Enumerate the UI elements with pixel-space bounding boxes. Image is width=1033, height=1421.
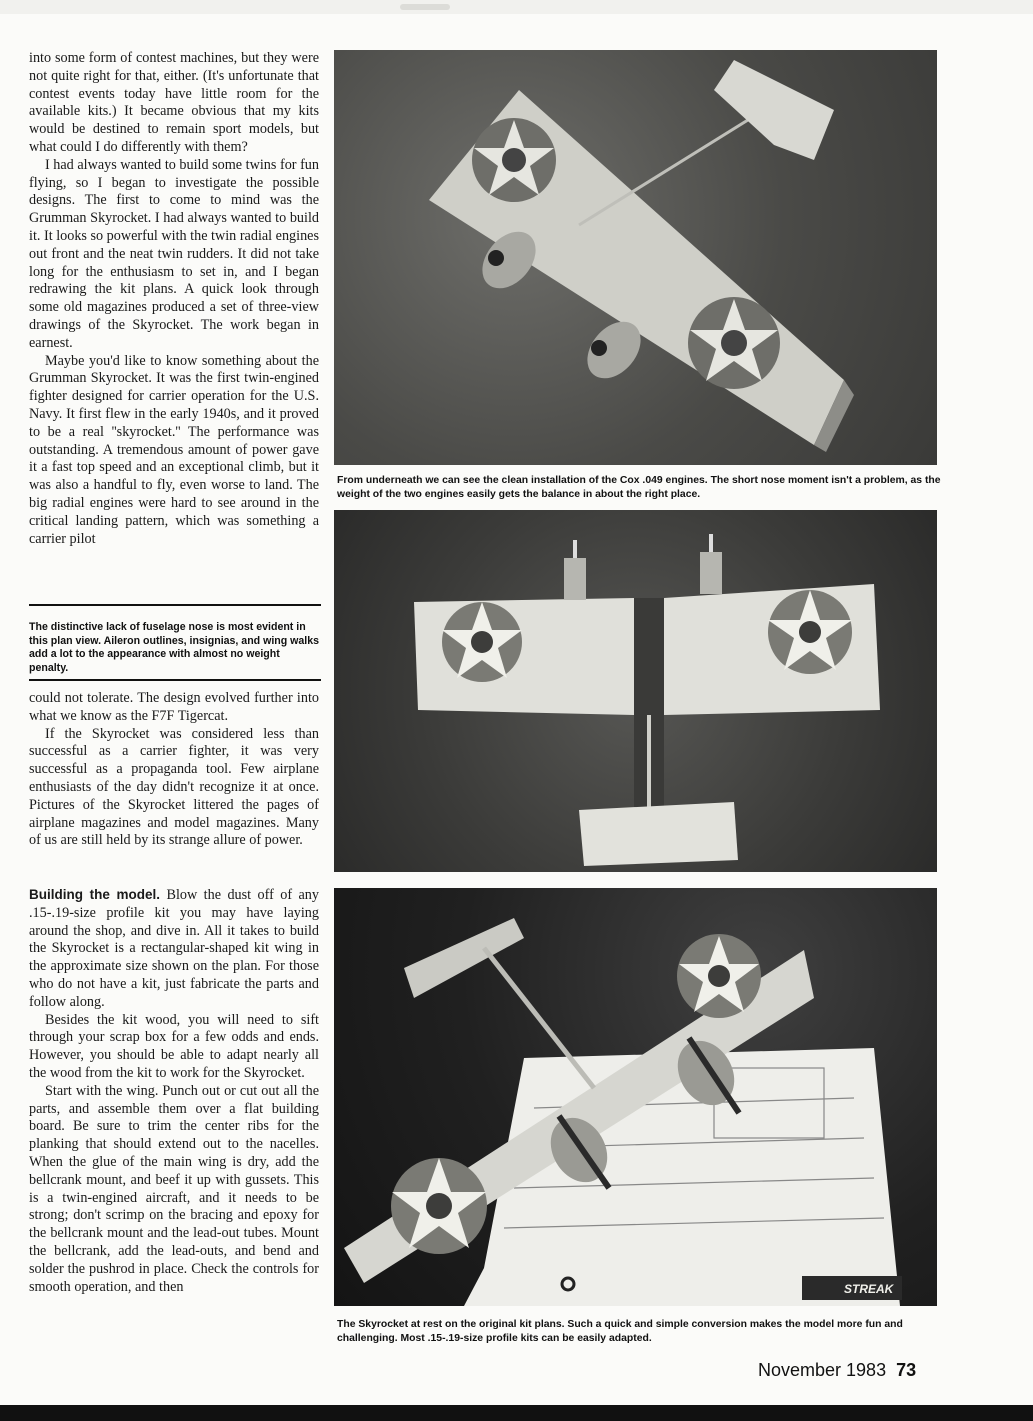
section-lead-text: Blow the dust off of any .15-.19-size profile kit you may have laying around the shop, and dive in. All it takes to build the Skyrocket is a rectangular-shaped kit wing in the approximate size shown on the plan. For those who do not have a kit, just fabricate the parts and follow along.	[29, 887, 319, 1010]
underside-photo-illustration	[334, 50, 937, 465]
body-paragraph: I had always wanted to build some twins for fun flying, so I began to investigate the possible designs. The first to come to mind was the Grumman Skyrocket. I had always wanted to build it. It looks so powerful with the twin radial engines out front and the neat twin rudders. It did not take long for the enthusiasm to set in, and I began redrawing the kit plans. A quick look through some old magazines produced a set of three-view drawings of the Skyrocket. The work began in earnest.	[29, 156, 320, 351]
photo-underside-view	[334, 50, 937, 465]
plan-logo-text: STREAK	[844, 1282, 894, 1296]
body-paragraph: Besides the kit wood, you will need to sift through your scrap box for a few odds and ends. However, you should be able to adapt nearly all the wood from the kit to work for the Skyrocket.	[29, 1011, 319, 1081]
pushrod	[579, 110, 764, 225]
body-paragraph: If the Skyrocket was considered less than successful as a carrier fighter, it was very successful as a propaganda tool. Few airplane enthusiasts of the day didn't recognize it at once. Pictures of the Skyrocket littered the pages of airplane magazines and model magazines. Many of us are still held by its strange allure of power.	[29, 725, 319, 849]
body-paragraph: Start with the wing. Punch out or cut out all the parts, and assemble them over a flat building board. Be sure to trim the center ribs for the planking that should extend out to the nacelles. When the glue of the main wing is dry, add the bellcrank mount, and beef it up with gussets. This is a twin-engined aircraft, and it needs to be strong; don't scrimp on the bracing and epoxy for the bellcrank mount and the lead-out tubes. Mount the bellcrank, add the lead-outs, and bend and solder the pushrod in place. Check the controls for smooth operation, and then	[29, 1082, 319, 1295]
page-number: 73	[896, 1360, 917, 1380]
section-paragraph	[29, 886, 319, 1012]
article-column-middle	[29, 690, 319, 850]
section-heading: Building the model.	[29, 887, 161, 902]
kit-plans-photo-illustration	[334, 888, 937, 1306]
tail-plane	[579, 802, 738, 866]
caption-underneath: From underneath we can see the clean installation of the Cox .049 engines. The short nose moment isn't a problem, as the weight of the two engines easily gets the balance in about the right place.	[337, 475, 941, 500]
engine-nacelle	[564, 558, 586, 600]
insignia-center	[708, 965, 730, 987]
caption-kit-plans: The Skyrocket at rest on the original kit plans. Such a quick and simple conversion makes the model more fun and challenging. Most .15-.19-size profile kits can be easily adapted.	[337, 1319, 903, 1344]
insignia-center	[426, 1193, 452, 1219]
page-footer	[758, 1360, 916, 1381]
article-column-bottom	[29, 886, 319, 1296]
insignia-center	[502, 148, 526, 172]
photo-plan-view	[334, 510, 937, 872]
body-paragraph: could not tolerate. The design evolved further into what we know as the F7F Tigercat.	[29, 690, 319, 724]
engine-cylinder	[488, 250, 504, 266]
caption-plan-view: The distinctive lack of fuselage nose is most evident in this plan view. Aileron outlines, insignias, and wing walks add a lot to the appearance with almost no weight penalty.	[29, 604, 321, 681]
insignia-center	[721, 330, 747, 356]
insignia-center	[471, 631, 493, 653]
insignia-center	[799, 621, 821, 643]
scan-smudge	[400, 4, 450, 10]
plan-view-photo-illustration	[334, 510, 937, 872]
issue-date: November 1983	[758, 1360, 887, 1380]
photo-kit-plans	[334, 888, 937, 1306]
scan-top-edge	[0, 0, 1033, 14]
engine-cylinder	[591, 340, 607, 356]
body-paragraph: into some form of contest machines, but they were not quite right for that, either. (It's unfortunate that contest events today have little room for the available kits.) It became obvious that my kits would be destined to remain sport models, but what could I do differently with them?	[29, 50, 319, 155]
stabilizer	[714, 60, 834, 160]
stabilizer	[404, 918, 524, 998]
article-column-top	[29, 50, 319, 548]
body-paragraph: Maybe you'd like to know something about the Grumman Skyrocket. It was the first twin-engined fighter designed for carrier operation for the U.S. Navy. It first flew in the early 1940s, and it proved to be a real ''skyrocket.'' The performance was outstanding. A tremendous amount of power gave it a fast top speed and an exceptional climb, but it was also a handful to fly, even worse to land. The big radial engines were hard to see around in the critical landing pattern, which was something a carrier pilot	[29, 352, 319, 547]
scan-bottom-edge	[0, 1405, 1033, 1421]
engine-nacelle	[700, 552, 722, 594]
